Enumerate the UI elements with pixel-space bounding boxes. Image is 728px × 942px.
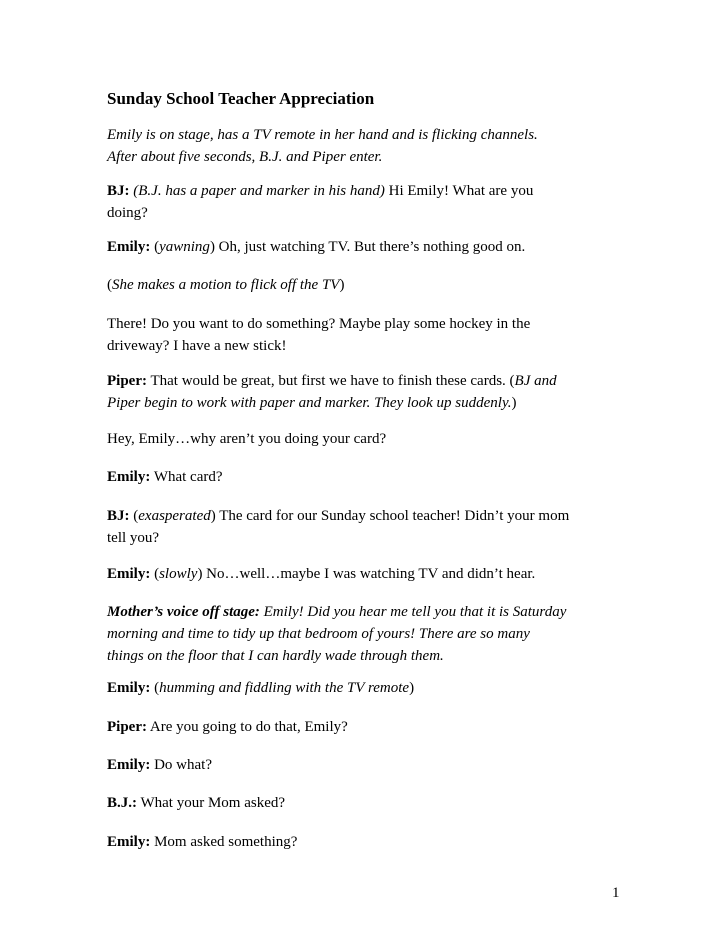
dialogue-emily-6: [107, 754, 627, 776]
dialogue-emily-4: Emily: (slowly) No…well…maybe I was watching TV and didn’t hear.: [107, 566, 536, 582]
speaker-label: B.J.:: [107, 795, 137, 811]
speaker-label: Emily:: [107, 834, 151, 850]
dialogue-piper-3: [107, 716, 627, 738]
dialogue-piper-2: [107, 428, 627, 450]
dialogue-text: What your Mom asked?: [137, 795, 286, 811]
dialogue-text: driveway? I have a new stick!: [107, 338, 287, 354]
dialogue-text: Are you going to do that, Emily?: [146, 719, 348, 735]
stage-direction: yawning: [159, 239, 210, 255]
dialogue-text: There! Do you want to do something? Maybe play some hockey in the: [107, 316, 531, 332]
stage-direction: Piper begin to work with paper and marker. They look up suddenly.: [107, 395, 512, 411]
dialogue-bj-2: BJ: (exasperated) The card for our Sunday school teacher! Didn’t your mom tell you?: [107, 508, 570, 546]
stage-direction: humming and fiddling with the TV remote: [159, 680, 410, 696]
dialogue-text: Emily! Did you hear me tell you that it is Saturday: [259, 604, 567, 620]
dialogue-text: doing?: [107, 205, 148, 221]
stage-direction: slowly: [159, 566, 198, 582]
speaker-label: Emily:: [107, 566, 151, 582]
dialogue-text: tell you?: [107, 530, 160, 546]
dialogue-text: Hi Emily! What are you: [384, 183, 534, 199]
dialogue-emily-1: Emily: (yawning) Oh, just watching TV. But there’s nothing good on.: [107, 239, 526, 255]
dialogue-text: ) No…well…maybe I was watching TV and didn’t hear.: [197, 566, 536, 582]
speaker-label: Piper:: [107, 719, 147, 735]
dialogue-text: Hey, Emily…why aren’t you doing your card?: [107, 431, 387, 447]
stage-direction: exasperated: [138, 508, 211, 524]
dialogue-emily-5: Emily: (humming and fiddling with the TV remote): [107, 680, 415, 696]
dialogue-text: What card?: [150, 469, 223, 485]
dialogue-bj-3: [107, 792, 627, 814]
stage-direction-intro: [107, 124, 627, 168]
document-title: Sunday School Teacher Appreciation: [107, 89, 375, 108]
intro-line-2: After about five seconds, B.J. and Piper enter.: [107, 149, 383, 165]
stage-direction: (B.J. has a paper and marker in his hand): [133, 183, 385, 199]
stage-direction: BJ and: [514, 373, 557, 389]
dialogue-text: things on the floor that I can hardly wade through them.: [107, 648, 444, 664]
page-number: 1: [612, 885, 620, 901]
dialogue-emily-3: [107, 466, 627, 488]
speaker-label: Mother’s voice off stage:: [107, 604, 260, 620]
dialogue-piper-1: Piper: That would be great, but first we have to finish these cards. (BJ and Piper begin to work with paper and marker. They look up suddenly.): [107, 373, 557, 411]
dialogue-text: Mom asked something?: [150, 834, 298, 850]
stage-direction: She makes a motion to flick off the TV: [112, 277, 340, 293]
speaker-label: BJ:: [107, 508, 130, 524]
speaker-label: BJ:: [107, 183, 130, 199]
speaker-label: Emily:: [107, 469, 151, 485]
dialogue-text: ) Oh, just watching TV. But there’s nothing good on.: [209, 239, 526, 255]
speaker-label: Emily:: [107, 239, 151, 255]
dialogue-bj-1: [107, 180, 627, 224]
dialogue-text: Do what?: [150, 757, 212, 773]
dialogue-emily-7: [107, 831, 627, 853]
dialogue-text: That would be great, but first we have to finish these cards. (: [146, 373, 515, 389]
dialogue-text: morning and time to tidy up that bedroom of yours! There are so many: [107, 626, 530, 642]
stage-direction-tv: (She makes a motion to flick off the TV): [107, 277, 345, 293]
dialogue-text: ) The card for our Sunday school teacher! Didn’t your mom: [210, 508, 570, 524]
speaker-label: Emily:: [107, 757, 151, 773]
dialogue-mother: [107, 601, 627, 667]
speaker-label: Piper:: [107, 373, 147, 389]
intro-line-1: Emily is on stage, has a TV remote in her hand and is flicking channels.: [107, 127, 538, 143]
dialogue-emily-2: [107, 313, 627, 357]
speaker-label: Emily:: [107, 680, 151, 696]
